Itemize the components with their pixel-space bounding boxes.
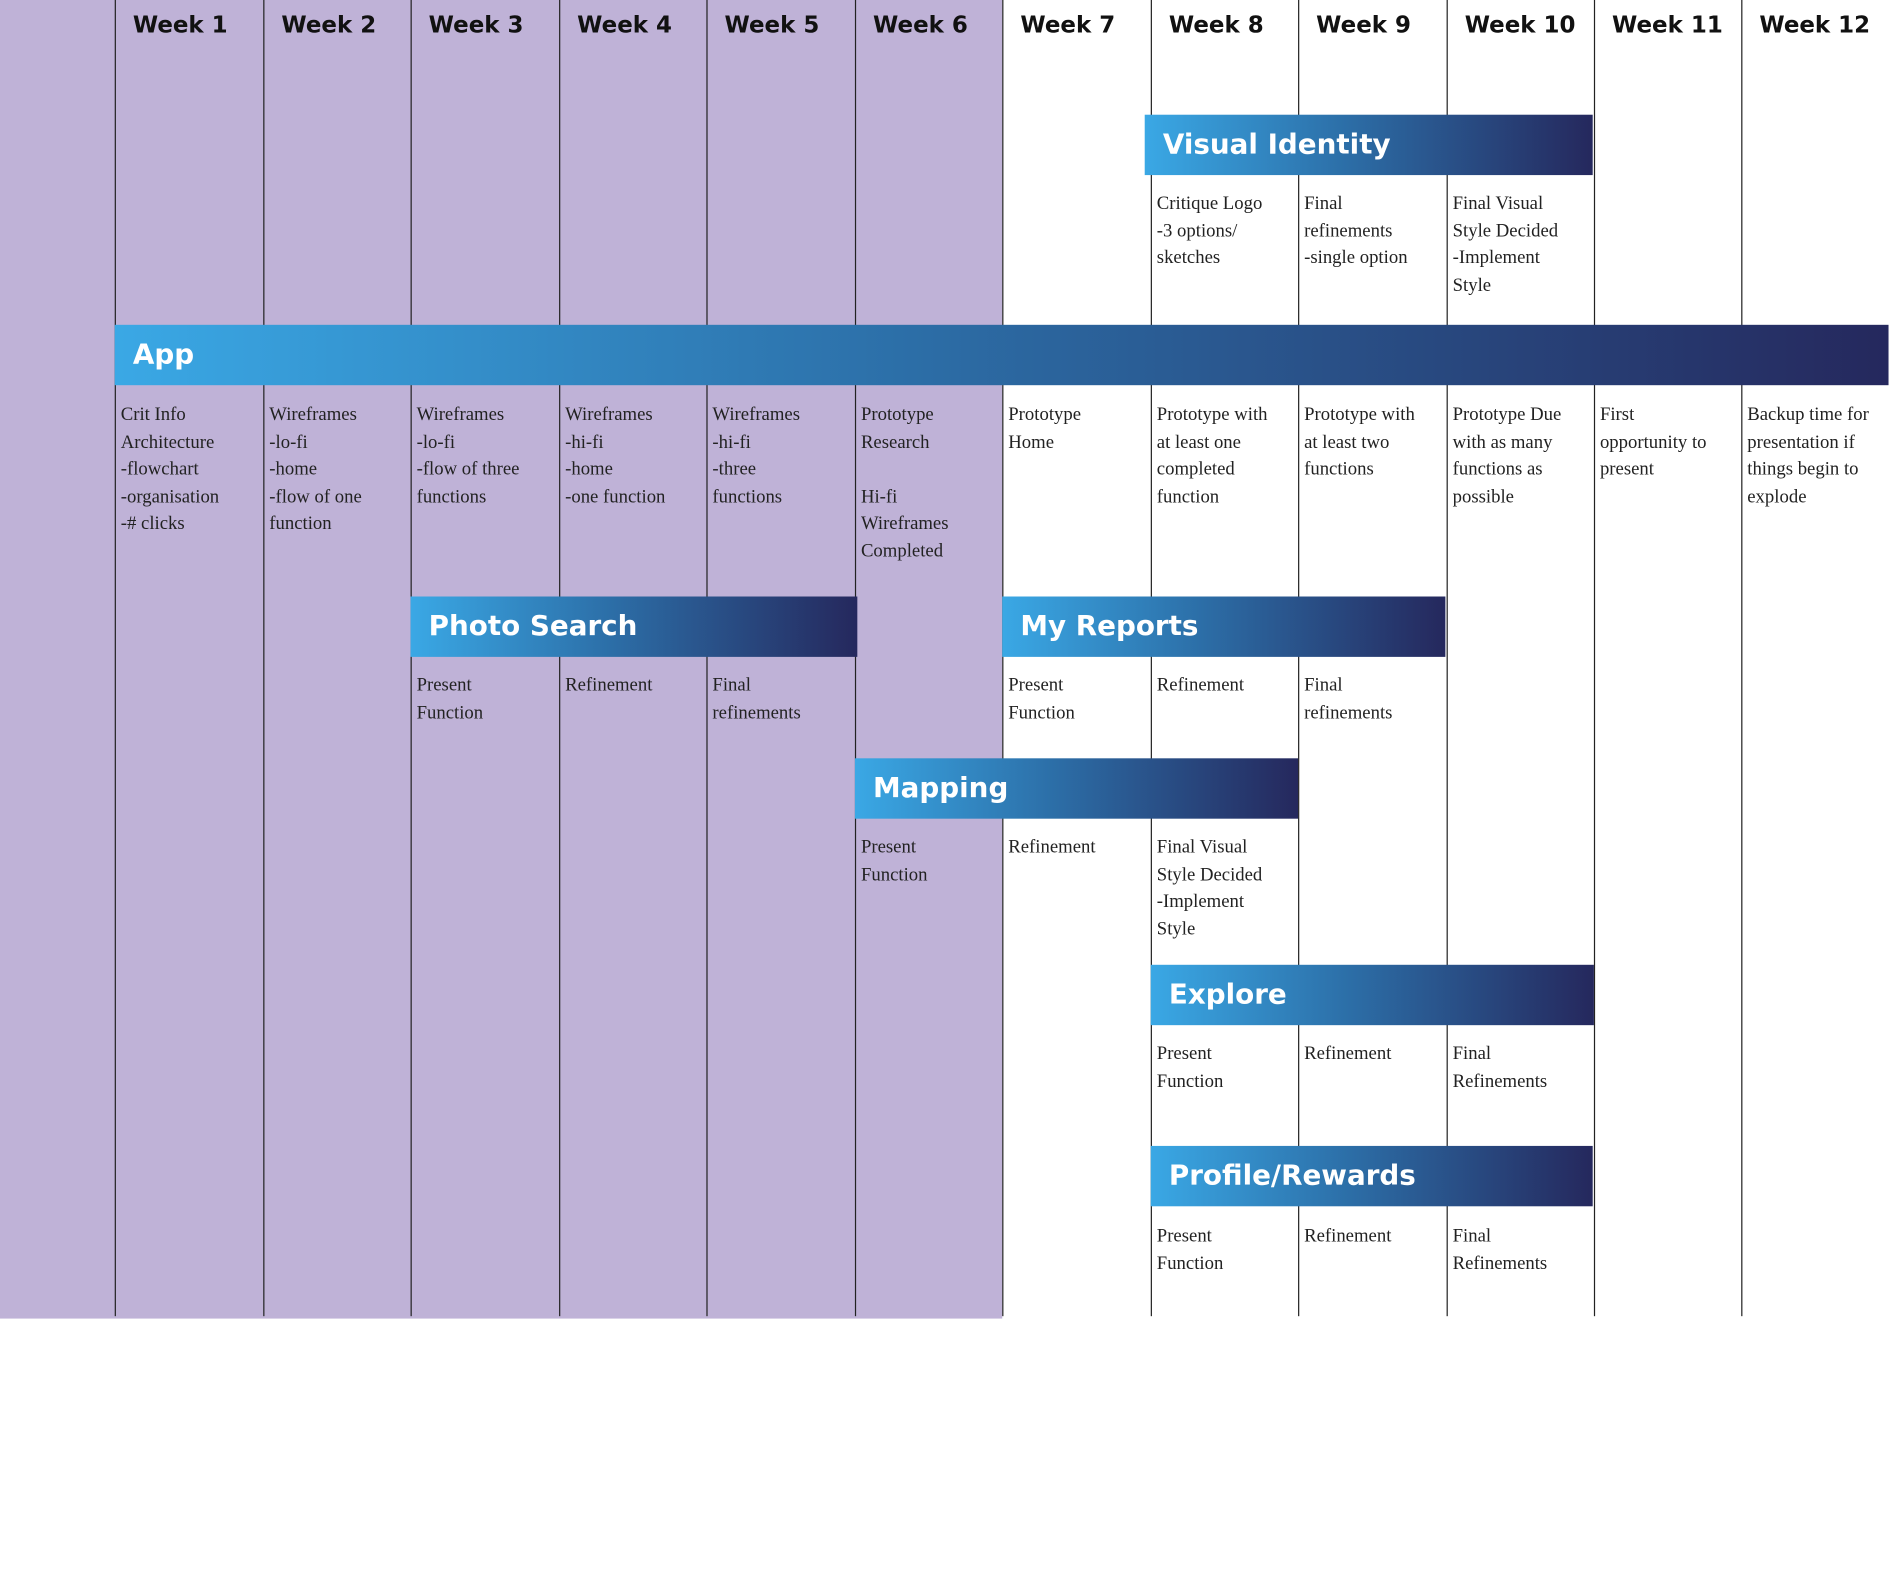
task-note: Refinement [1304, 1043, 1392, 1064]
task-note: Present Function [1156, 1225, 1224, 1274]
week-divider [706, 0, 707, 1316]
week-header-11: Week 11 [1612, 12, 1723, 39]
task-note: Refinement [1304, 1225, 1392, 1247]
task-note: Wireframes -hi-fi -three functions [712, 404, 801, 507]
workstream-band-app: App [115, 325, 1889, 385]
week-divider [1447, 0, 1448, 1316]
week-divider [1741, 0, 1742, 1316]
week-divider [411, 0, 412, 1316]
task-note: Final Visual Style Decided -Implement Style [1452, 193, 1559, 296]
task-note: Present Function [1156, 1043, 1224, 1091]
week-divider [559, 0, 560, 1316]
task-note: Refinement [565, 674, 653, 696]
week-divider [115, 0, 116, 1316]
week-divider [1151, 0, 1152, 1316]
task-note: Backup time for presentation if things begin to explode [1747, 404, 1869, 507]
task-note: Crit Info Architecture -flowchart -organisation -# clicks [120, 404, 220, 534]
week-header-3: Week 3 [428, 12, 524, 39]
task-note: Prototype Home [1008, 404, 1082, 453]
task-note: Present Function [416, 674, 484, 723]
week-header-8: Week 8 [1168, 12, 1264, 39]
workstream-band-visual-identity: Visual Identity [1145, 115, 1593, 175]
week-header-10: Week 10 [1464, 12, 1576, 39]
week-header-12: Week 12 [1759, 12, 1871, 39]
week-header-7: Week 7 [1020, 12, 1116, 39]
week-divider [855, 0, 856, 1316]
task-note: Prototype with at least two functions [1304, 404, 1415, 480]
completed-weeks-shading [0, 0, 1002, 1319]
task-note: Final Refinements [1452, 1225, 1548, 1274]
task-note: Final refinements [712, 674, 801, 723]
task-note: Wireframes -lo-fi -flow of three functions [416, 404, 520, 507]
week-header-6: Week 6 [873, 12, 968, 39]
week-header-5: Week 5 [724, 12, 820, 39]
workstream-band-profile-rewards: Profile/Rewards [1151, 1146, 1593, 1206]
task-note: First opportunity to present [1599, 404, 1707, 480]
task-note: Wireframes -lo-fi -home -flow of one function [269, 404, 362, 534]
task-note: Prototype Due with as many functions as possible [1452, 404, 1562, 507]
task-note: Prototype Research Hi-fi Wireframes Completed [860, 404, 949, 561]
task-note: Final refinements -single option [1304, 193, 1408, 269]
week-header-9: Week 9 [1316, 12, 1412, 39]
task-note: Refinement [1008, 836, 1096, 858]
task-note: Present Function [1008, 674, 1075, 723]
task-note: Prototype with at least one completed function [1156, 404, 1268, 507]
week-divider [263, 0, 264, 1316]
task-note: Critique Logo -3 options/ sketches [1156, 193, 1263, 269]
week-header-2: Week 2 [281, 12, 377, 39]
workstream-band-mapping: Mapping [855, 758, 1298, 818]
task-note: Final Refinements [1452, 1043, 1548, 1091]
task-note: Present Function [860, 836, 928, 885]
task-note: Wireframes -hi-fi -home -one function [565, 404, 666, 507]
week-divider [1002, 0, 1003, 1316]
task-note: Refinement [1156, 674, 1245, 696]
week-header-4: Week 4 [577, 12, 673, 39]
workstream-band-my-reports: My Reports [1002, 597, 1445, 657]
task-note: Final Visual Style Decided -Implement Style [1156, 836, 1263, 939]
workstream-band-photo-search: Photo Search [411, 597, 858, 657]
task-note: Final refinements [1304, 674, 1393, 723]
workstream-band-explore: Explore [1151, 965, 1594, 1025]
week-header-1: Week 1 [132, 12, 228, 39]
